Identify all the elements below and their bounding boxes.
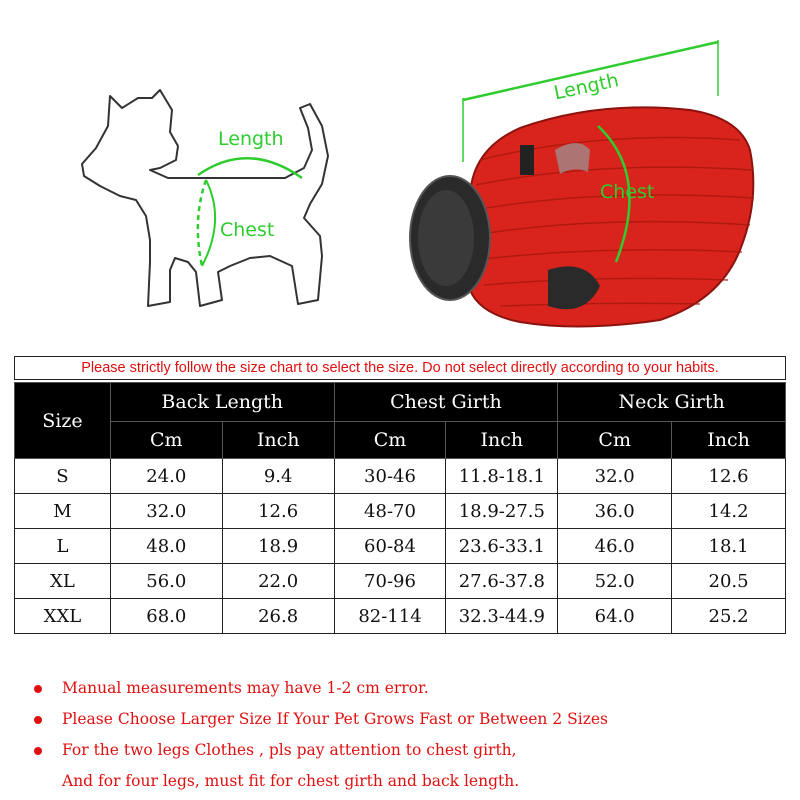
table-cell: 82-114 — [334, 599, 446, 634]
size-cell: XL — [15, 564, 111, 599]
coat-chest-label: Chest — [600, 181, 655, 203]
note-text: Manual measurements may have 1-2 cm error. — [62, 679, 429, 697]
table-cell: 22.0 — [222, 564, 334, 599]
dog-coat-icon — [410, 107, 754, 326]
list-item — [34, 705, 774, 736]
table-cell: 12.6 — [672, 459, 786, 494]
table-cell: 14.2 — [672, 494, 786, 529]
table-cell: 48.0 — [110, 529, 222, 564]
bullet-icon — [34, 685, 42, 693]
table-row — [15, 459, 786, 494]
dog-length-arc — [198, 158, 302, 178]
notes-list — [34, 674, 774, 798]
unit-header: Inch — [672, 422, 786, 459]
table-cell: 52.0 — [558, 564, 672, 599]
coat-length-label: Length — [551, 69, 621, 105]
size-cell: L — [15, 529, 111, 564]
table-cell: 68.0 — [110, 599, 222, 634]
table-cell: 26.8 — [222, 599, 334, 634]
table-cell: 9.4 — [222, 459, 334, 494]
size-cell: M — [15, 494, 111, 529]
table-cell: 36.0 — [558, 494, 672, 529]
unit-header: Cm — [110, 422, 222, 459]
note-text: Please Choose Larger Size If Your Pet Grows Fast or Between 2 Sizes — [62, 710, 608, 728]
unit-header: Cm — [558, 422, 672, 459]
size-column-header: Size — [15, 383, 111, 459]
size-cell: S — [15, 459, 111, 494]
table-cell: 70-96 — [334, 564, 446, 599]
unit-header: Inch — [222, 422, 334, 459]
dog-chest-label: Chest — [220, 219, 275, 241]
dog-length-label: Length — [218, 128, 284, 150]
bullet-icon — [34, 747, 42, 755]
table-cell: 23.6-33.1 — [446, 529, 558, 564]
neck-girth-header: Neck Girth — [558, 383, 786, 422]
table-cell: 18.1 — [672, 529, 786, 564]
size-warning-banner: Please strictly follow the size chart to select the size. Do not select directly according to your habits. — [14, 356, 786, 380]
dog-chest-arc — [202, 180, 215, 266]
table-cell: 48-70 — [334, 494, 446, 529]
bullet-icon — [34, 716, 42, 724]
table-cell: 56.0 — [110, 564, 222, 599]
chest-girth-header: Chest Girth — [334, 383, 558, 422]
table-cell: 60-84 — [334, 529, 446, 564]
table-cell: 25.2 — [672, 599, 786, 634]
list-item — [34, 767, 774, 798]
note-text: And for four legs, must fit for chest girth and back length. — [62, 772, 520, 790]
back-length-header: Back Length — [110, 383, 334, 422]
table-cell: 24.0 — [110, 459, 222, 494]
size-cell: XXL — [15, 599, 111, 634]
table-cell: 46.0 — [558, 529, 672, 564]
unit-header: Cm — [334, 422, 446, 459]
table-cell: 20.5 — [672, 564, 786, 599]
table-row — [15, 564, 786, 599]
table-row — [15, 494, 786, 529]
list-item — [34, 674, 774, 705]
table-cell: 18.9-27.5 — [446, 494, 558, 529]
size-illustration — [0, 0, 800, 350]
table-cell: 32.0 — [110, 494, 222, 529]
dog-chest-line — [198, 180, 206, 266]
note-text: For the two legs Clothes , pls pay attention to chest girth, — [62, 741, 517, 759]
table-cell: 12.6 — [222, 494, 334, 529]
dog-outline-icon — [82, 90, 328, 306]
table-row — [15, 599, 786, 634]
list-item — [34, 736, 774, 767]
table-cell: 30-46 — [334, 459, 446, 494]
table-row — [15, 529, 786, 564]
size-chart-table — [14, 382, 786, 634]
table-cell: 27.6-37.8 — [446, 564, 558, 599]
table-cell: 11.8-18.1 — [446, 459, 558, 494]
table-cell: 18.9 — [222, 529, 334, 564]
unit-header: Inch — [446, 422, 558, 459]
table-cell: 32.0 — [558, 459, 672, 494]
table-cell: 32.3-44.9 — [446, 599, 558, 634]
table-cell: 64.0 — [558, 599, 672, 634]
